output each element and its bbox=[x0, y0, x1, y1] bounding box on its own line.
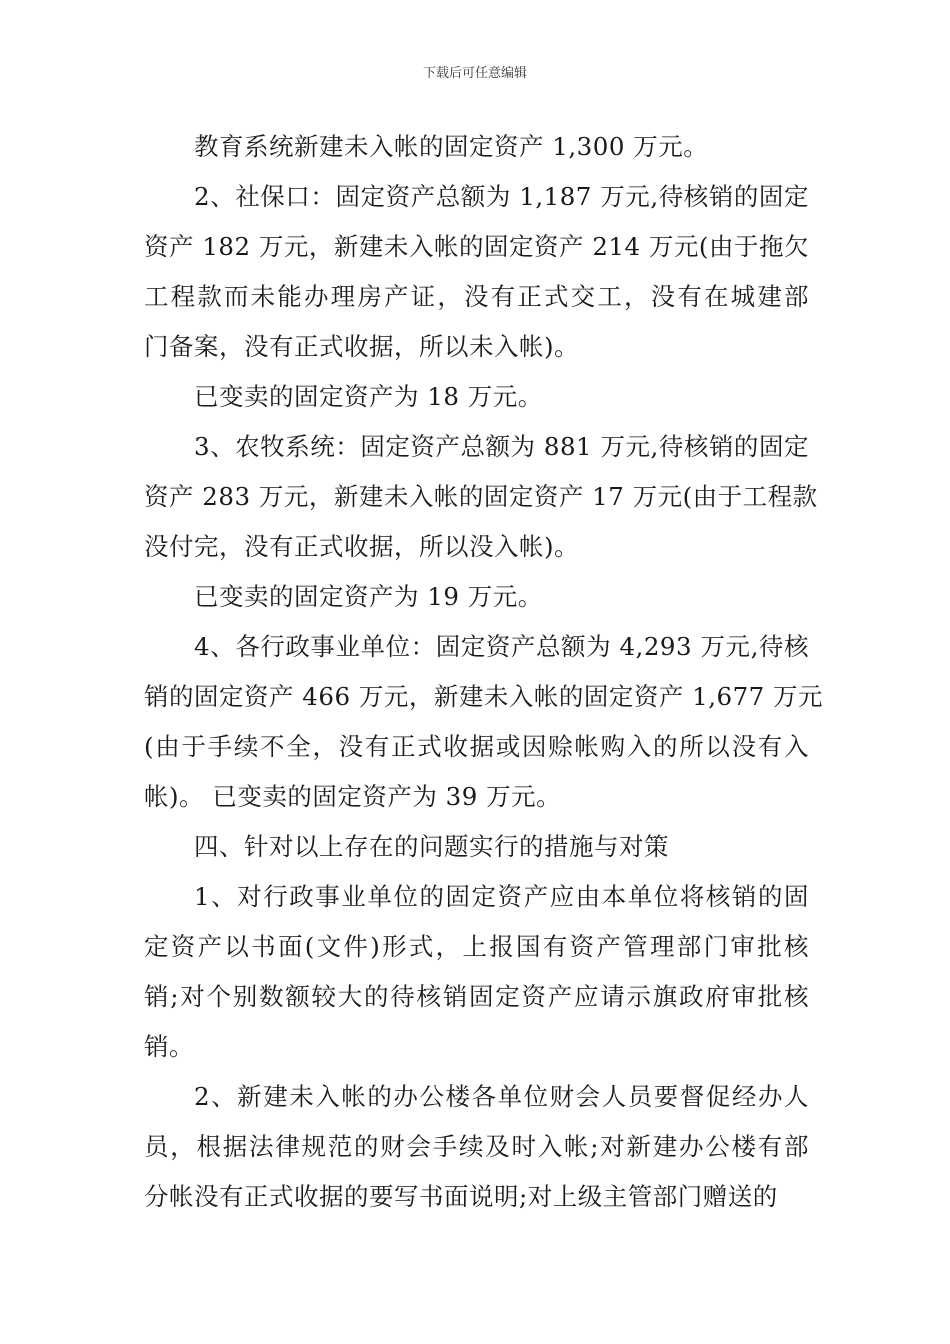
text-line: 教育系统新建未入帐的固定资产 1,300 万元。 bbox=[194, 132, 709, 161]
text-line: 4、各行政事业单位：固定资产总额为 4,293 万元,待核 bbox=[194, 632, 809, 661]
text-line: 四、针对以上存在的问题实行的措施与对策 bbox=[194, 832, 669, 861]
text-line: 2、新建未入帐的办公楼各单位财会人员要督促经办人 bbox=[194, 1082, 809, 1111]
text-line: 1、对行政事业单位的固定资产应由本单位将核销的固 bbox=[194, 882, 809, 911]
text-line: 定资产以书面(文件)形式，上报国有资产管理部门审批核 bbox=[144, 932, 809, 961]
document-body bbox=[144, 122, 824, 1222]
text-line: 资产 283 万元，新建未入帐的固定资产 17 万元(由于工程款 bbox=[144, 482, 818, 511]
text-line: 销。 bbox=[144, 1032, 194, 1061]
text-line: 已变卖的固定资产为 18 万元。 bbox=[194, 382, 543, 411]
text-line: 帐)。 已变卖的固定资产为 39 万元。 bbox=[144, 782, 562, 811]
text-line: 工程款而未能办理房产证，没有正式交工，没有在城建部 bbox=[144, 282, 809, 311]
text-line: 销的固定资产 466 万元，新建未入帐的固定资产 1,677 万元 bbox=[144, 682, 824, 711]
text-line: 2、社保口：固定资产总额为 1,187 万元,待核销的固定 bbox=[194, 182, 809, 211]
text-line: (由于手续不全，没有正式收据或因赊帐购入的所以没有入 bbox=[144, 732, 809, 761]
page-header: 下载后可任意编辑 bbox=[422, 66, 527, 81]
text-line: 员，根据法律规范的财会手续及时入帐;对新建办公楼有部 bbox=[144, 1132, 809, 1161]
text-line: 销;对个别数额较大的待核销固定资产应请示旗政府审批核 bbox=[144, 982, 809, 1011]
text-line: 3、农牧系统：固定资产总额为 881 万元,待核销的固定 bbox=[194, 432, 809, 461]
text-line: 没付完，没有正式收据，所以没入帐)。 bbox=[144, 532, 580, 561]
text-line: 门备案，没有正式收据，所以未入帐)。 bbox=[144, 332, 580, 361]
text-line: 资产 182 万元，新建未入帐的固定资产 214 万元(由于拖欠 bbox=[144, 232, 809, 261]
text-line: 分帐没有正式收据的要写书面说明;对上级主管部门赠送的 bbox=[144, 1182, 778, 1211]
text-line: 已变卖的固定资产为 19 万元。 bbox=[194, 582, 543, 611]
